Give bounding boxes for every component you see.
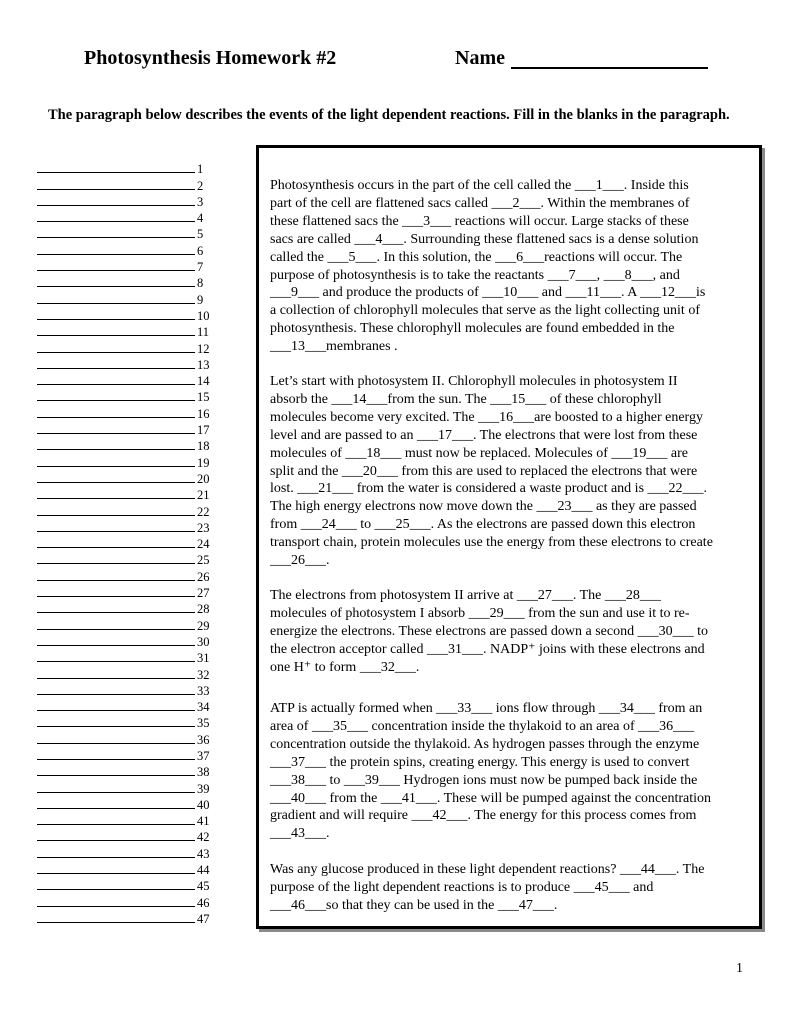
answer-number: 46 bbox=[197, 895, 210, 910]
answer-number: 21 bbox=[197, 488, 210, 503]
answer-number: 16 bbox=[197, 406, 210, 421]
answer-blank-line[interactable] bbox=[37, 580, 195, 581]
answer-row bbox=[37, 875, 212, 894]
answer-row bbox=[37, 777, 212, 796]
answer-row bbox=[37, 582, 212, 601]
answer-number: 43 bbox=[197, 846, 210, 861]
answer-row bbox=[37, 451, 212, 470]
paragraph-line: The high energy electrons now move down the ___23___ as they are passed bbox=[270, 499, 697, 515]
answer-number: 11 bbox=[197, 325, 210, 340]
paragraph-5 bbox=[270, 861, 764, 915]
answer-blank-line[interactable] bbox=[37, 629, 195, 630]
answer-number: 33 bbox=[197, 683, 210, 698]
answer-row bbox=[37, 272, 212, 291]
answer-row bbox=[37, 533, 212, 552]
paragraph-line: called the ___5___. In this solution, the ___6___reactions will occur. The bbox=[270, 249, 683, 265]
answer-number: 41 bbox=[197, 814, 210, 829]
paragraph-line: Let’s start with photosystem II. Chlorophyll molecules in photosystem II bbox=[270, 374, 678, 389]
answer-row bbox=[37, 305, 212, 321]
paragraph-line: part of the cell are flattened sacs called ___2___. Within the membranes of bbox=[270, 195, 690, 211]
answer-blank-line[interactable] bbox=[37, 368, 195, 369]
paragraph-line: transport chain, protein molecules use the energy from these electrons to create bbox=[270, 535, 713, 551]
answer-row bbox=[37, 712, 212, 731]
answer-blank-line[interactable] bbox=[37, 743, 195, 744]
answer-number: 10 bbox=[197, 308, 210, 323]
answer-blank-line[interactable] bbox=[37, 417, 195, 418]
answer-row bbox=[37, 337, 212, 356]
paragraph-line: one H⁺ to form ___32___. bbox=[270, 659, 420, 675]
paragraph-line: from ___24___ to ___25___. As the electrons are passed down this electron bbox=[270, 517, 696, 533]
answer-blank-line[interactable] bbox=[37, 547, 195, 548]
paragraph-line: sacs are called ___4___. Surrounding these flattened sacs is a dense solution bbox=[270, 231, 699, 247]
answer-list bbox=[37, 158, 212, 924]
instructions-text: The paragraph below describes the events of the light dependent reactions. Fill in the blanks in the paragraph. bbox=[48, 107, 730, 123]
answer-blank-line[interactable] bbox=[37, 922, 195, 923]
paragraph-line: Photosynthesis occurs in the part of the cell called the ___1___. Inside this bbox=[270, 178, 689, 193]
answer-row bbox=[37, 794, 212, 810]
answer-row bbox=[37, 256, 212, 275]
answer-number: 45 bbox=[197, 879, 210, 894]
answer-number: 27 bbox=[197, 586, 210, 601]
answer-number: 18 bbox=[197, 439, 210, 454]
answer-number: 30 bbox=[197, 634, 210, 649]
answer-row bbox=[37, 696, 212, 715]
answer-number: 12 bbox=[197, 341, 210, 356]
answer-blank-line[interactable] bbox=[37, 889, 195, 890]
answer-blank-line[interactable] bbox=[37, 172, 195, 173]
paragraph-line: molecules of photosystem I absorb ___29___ from the sun and use it to re- bbox=[270, 605, 690, 621]
answer-blank-line[interactable] bbox=[37, 237, 195, 238]
answer-number: 40 bbox=[197, 797, 210, 812]
paragraph-line: ___26___. bbox=[270, 553, 330, 569]
paragraph-3 bbox=[270, 587, 764, 677]
answer-blank-line[interactable] bbox=[37, 433, 195, 434]
answer-row bbox=[37, 663, 212, 682]
answer-row bbox=[37, 419, 212, 438]
answer-blank-line[interactable] bbox=[37, 840, 195, 841]
answer-number: 28 bbox=[197, 602, 210, 617]
answer-number: 31 bbox=[197, 651, 210, 666]
answer-blank-line[interactable] bbox=[37, 384, 195, 385]
answer-number: 29 bbox=[197, 618, 210, 633]
answer-row bbox=[37, 191, 212, 207]
answer-row bbox=[37, 386, 212, 405]
answer-number: 5 bbox=[197, 227, 204, 242]
answer-blank-line[interactable] bbox=[37, 710, 195, 711]
answer-row bbox=[37, 745, 212, 761]
answer-row bbox=[37, 288, 212, 307]
paragraph-line: Was any glucose produced in these light dependent reactions? ___44___. The bbox=[270, 862, 705, 877]
paragraph-line: ATP is actually formed when ___33___ ions flow through ___34___ from an bbox=[270, 701, 703, 716]
answer-blank-line[interactable] bbox=[37, 319, 195, 320]
answer-blank-line[interactable] bbox=[37, 254, 195, 255]
answer-blank-line[interactable] bbox=[37, 596, 195, 597]
answer-row bbox=[37, 842, 212, 861]
answer-blank-line[interactable] bbox=[37, 824, 195, 825]
answer-blank-line[interactable] bbox=[37, 400, 195, 401]
answer-number: 7 bbox=[197, 260, 204, 275]
page-number: 1 bbox=[736, 961, 743, 976]
answer-row bbox=[37, 435, 212, 454]
paragraph-1 bbox=[270, 177, 764, 356]
paragraph-line: these flattened sacs the ___3___ reactions will occur. Large stacks of these bbox=[270, 213, 689, 229]
answer-number: 47 bbox=[197, 911, 210, 926]
answer-blank-line[interactable] bbox=[37, 873, 195, 874]
answer-row bbox=[37, 207, 212, 226]
paragraph-line: split and the ___20___ from this are used to replaced the electrons that were bbox=[270, 463, 698, 479]
paragraph-line: molecules of ___18___ must now be replaced. Molecules of ___19___ are bbox=[270, 445, 688, 461]
answer-number: 24 bbox=[197, 537, 210, 552]
answer-row bbox=[37, 565, 212, 584]
answer-number: 13 bbox=[197, 357, 210, 372]
name-label: Name bbox=[455, 47, 505, 69]
answer-blank-line[interactable] bbox=[37, 482, 195, 483]
paragraph-line: ___40___ from the ___41___. These will be pumped against the concentration bbox=[270, 790, 712, 806]
paragraph-line: the electron acceptor called ___31___. NADP⁺ joins with these electrons and bbox=[270, 641, 705, 657]
paragraph-4 bbox=[270, 700, 764, 843]
paragraph-line: lost. ___21___ from the water is considered a waste product and is ___22___. bbox=[270, 481, 708, 497]
paragraph-line: The electrons from photosystem II arrive at ___27___. The ___28___ bbox=[270, 588, 661, 603]
answer-row bbox=[37, 810, 212, 829]
answer-row bbox=[37, 402, 212, 421]
paragraph-line: absorb the ___14___from the sun. The ___15___ of these chlorophyll bbox=[270, 391, 662, 407]
answer-blank-line[interactable] bbox=[37, 775, 195, 776]
answer-blank-line[interactable] bbox=[37, 726, 195, 727]
answer-blank-line[interactable] bbox=[37, 612, 195, 613]
answer-number: 14 bbox=[197, 374, 210, 389]
answer-number: 37 bbox=[197, 748, 210, 763]
answer-number: 22 bbox=[197, 504, 210, 519]
answer-number: 44 bbox=[197, 863, 210, 878]
page-title: Photosynthesis Homework #2 bbox=[84, 47, 337, 69]
answer-blank-line[interactable] bbox=[37, 792, 195, 793]
paragraph-line: level and are passed to an ___17___. The electrons that were lost from these bbox=[270, 427, 698, 443]
answer-row bbox=[37, 174, 212, 193]
answer-number: 6 bbox=[197, 243, 204, 258]
answer-row bbox=[37, 859, 212, 878]
answer-row bbox=[37, 354, 212, 370]
answer-number: 25 bbox=[197, 553, 210, 568]
answer-blank-line[interactable] bbox=[37, 449, 195, 450]
answer-blank-line[interactable] bbox=[37, 286, 195, 287]
answer-row bbox=[37, 239, 212, 258]
paragraph-line: purpose of photosynthesis is to take the reactants ___7___, ___8___, and bbox=[270, 267, 680, 283]
answer-number: 3 bbox=[197, 194, 204, 209]
answer-blank-line[interactable] bbox=[37, 906, 195, 907]
answer-blank-line[interactable] bbox=[37, 498, 195, 499]
paragraph-line: ___37___ the protein spins, creating energy. This energy is used to convert bbox=[270, 754, 690, 770]
answer-row bbox=[37, 598, 212, 617]
answer-number: 4 bbox=[197, 211, 204, 226]
answer-row bbox=[37, 614, 212, 633]
answer-blank-line[interactable] bbox=[37, 515, 195, 516]
answer-number: 35 bbox=[197, 716, 210, 731]
answer-number: 34 bbox=[197, 700, 210, 715]
answer-row bbox=[37, 517, 212, 533]
paragraph-line: energize the electrons. These electrons are passed down a second ___30___ to bbox=[270, 623, 708, 639]
answer-blank-line[interactable] bbox=[37, 205, 195, 206]
paragraph-line: ___43___. bbox=[270, 826, 330, 842]
answer-row bbox=[37, 223, 212, 242]
paragraph-line: a collection of chlorophyll molecules that serve as the light collecting unit of bbox=[270, 303, 700, 319]
answer-row bbox=[37, 484, 212, 503]
answer-blank-line[interactable] bbox=[37, 857, 195, 858]
answer-blank-line[interactable] bbox=[37, 661, 195, 662]
answer-blank-line[interactable] bbox=[37, 303, 195, 304]
answer-blank-line[interactable] bbox=[37, 335, 195, 336]
answer-blank-line[interactable] bbox=[37, 759, 195, 760]
answer-blank-line[interactable] bbox=[37, 678, 195, 679]
answer-row bbox=[37, 761, 212, 780]
paragraph-line: area of ___35___ concentration inside the thylakoid to an area of ___36___ bbox=[270, 718, 695, 734]
answer-number: 2 bbox=[197, 178, 204, 193]
answer-blank-line[interactable] bbox=[37, 270, 195, 271]
answer-number: 20 bbox=[197, 471, 210, 486]
answer-number: 1 bbox=[197, 162, 204, 177]
answer-blank-line[interactable] bbox=[37, 221, 195, 222]
answer-row bbox=[37, 468, 212, 484]
answer-number: 19 bbox=[197, 455, 210, 470]
answer-row bbox=[37, 631, 212, 647]
paragraph-line: ___9___ and produce the products of ___10___ and ___11___. A ___12___is bbox=[270, 285, 706, 301]
paragraph-line: ___46___so that they can be used in the ___47___. bbox=[270, 897, 558, 913]
answer-row bbox=[37, 826, 212, 845]
answer-number: 39 bbox=[197, 781, 210, 796]
answer-row bbox=[37, 321, 212, 340]
answer-number: 42 bbox=[197, 830, 210, 845]
answer-blank-line[interactable] bbox=[37, 694, 195, 695]
answer-row bbox=[37, 647, 212, 666]
answer-number: 15 bbox=[197, 390, 210, 405]
answer-number: 26 bbox=[197, 569, 210, 584]
answer-blank-line[interactable] bbox=[37, 466, 195, 467]
answer-row bbox=[37, 728, 212, 747]
answer-blank-line[interactable] bbox=[37, 808, 195, 809]
paragraph-line: ___38___ to ___39___ Hydrogen ions must now be pumped back inside the bbox=[270, 772, 698, 788]
answer-row bbox=[37, 500, 212, 519]
answer-blank-line[interactable] bbox=[37, 563, 195, 564]
answer-number: 36 bbox=[197, 732, 210, 747]
answer-number: 38 bbox=[197, 765, 210, 780]
paragraph-line: concentration outside the thylakoid. As hydrogen passes through the enzyme bbox=[270, 736, 700, 752]
answer-row bbox=[37, 891, 212, 910]
paragraph-line: molecules become very excited. The ___16___are boosted to a higher energy bbox=[270, 409, 703, 425]
name-field-line[interactable] bbox=[511, 67, 708, 69]
answer-blank-line[interactable] bbox=[37, 531, 195, 532]
paragraph-line: ___13___membranes . bbox=[270, 339, 398, 355]
answer-row bbox=[37, 370, 212, 389]
answer-blank-line[interactable] bbox=[37, 645, 195, 646]
paragraph-2 bbox=[270, 373, 764, 570]
answer-number: 23 bbox=[197, 520, 210, 535]
answer-row bbox=[37, 680, 212, 696]
paragraph-line: purpose of the light dependent reactions is to produce ___45___ and bbox=[270, 879, 654, 895]
answer-blank-line[interactable] bbox=[37, 352, 195, 353]
answer-blank-line[interactable] bbox=[37, 189, 195, 190]
paragraph-line: photosynthesis. These chlorophyll molecules are found embedded in the bbox=[270, 321, 675, 337]
answer-number: 8 bbox=[197, 276, 204, 291]
answer-row bbox=[37, 158, 212, 177]
answer-number: 9 bbox=[197, 292, 204, 307]
paragraph-line: gradient and will require ___42___. The energy for this process comes from bbox=[270, 808, 697, 824]
answer-row bbox=[37, 549, 212, 568]
answer-number: 32 bbox=[197, 667, 210, 682]
answer-number: 17 bbox=[197, 423, 210, 438]
answer-row bbox=[37, 908, 212, 924]
